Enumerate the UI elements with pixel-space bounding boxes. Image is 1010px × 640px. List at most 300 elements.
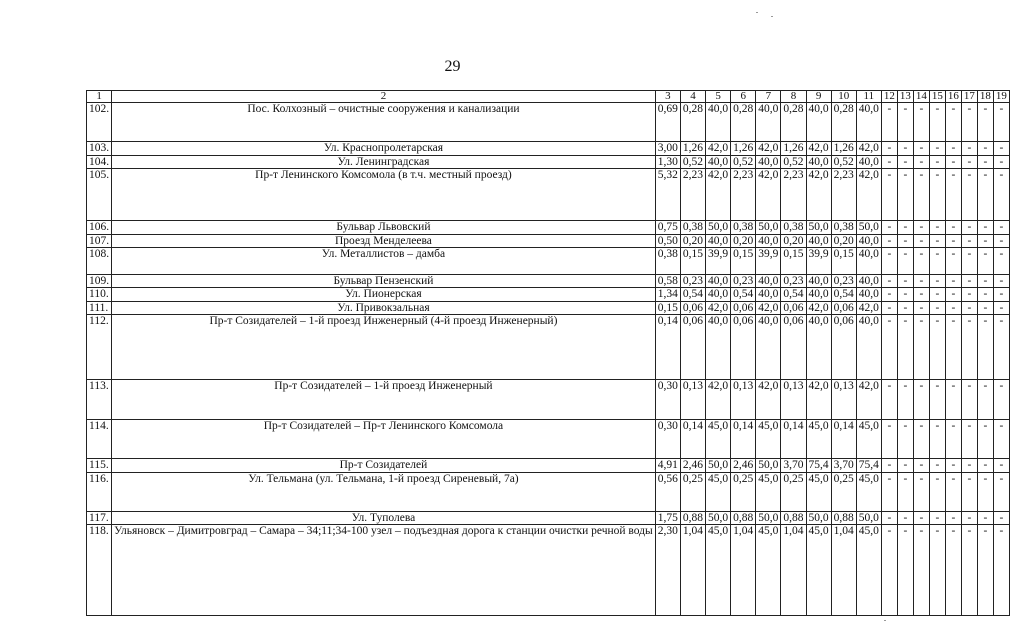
value-cell: 0,52 — [680, 155, 705, 169]
value-cell: 0,28 — [781, 103, 806, 142]
value-cell: 0,15 — [655, 301, 680, 315]
empty-cell: - — [977, 419, 993, 458]
empty-cell: - — [977, 142, 993, 156]
road-name: Пр-т Созидателей – 1-й проезд Инженерный (4-й проезд Инженерный) — [112, 315, 656, 380]
table-row — [87, 103, 1010, 142]
empty-cell: - — [913, 234, 929, 248]
empty-cell: - — [961, 525, 977, 616]
value-cell: 1,26 — [680, 142, 705, 156]
road-name: Бульвар Львовский — [112, 221, 656, 235]
value-cell: 0,69 — [655, 103, 680, 142]
value-cell: 40,0 — [756, 288, 781, 302]
value-cell: 40,0 — [706, 315, 731, 380]
value-cell: 4,91 — [655, 459, 680, 473]
table-row — [87, 288, 1010, 302]
value-cell: 0,23 — [680, 274, 705, 288]
value-cell: 45,0 — [706, 419, 731, 458]
empty-cell: - — [961, 315, 977, 380]
empty-cell: - — [881, 459, 897, 473]
empty-cell: - — [929, 234, 945, 248]
road-name: Ул. Тельмана (ул. Тельмана, 1-й проезд Сиреневый, 7а) — [112, 472, 656, 511]
value-cell: 42,0 — [806, 380, 831, 419]
value-cell: 45,0 — [856, 472, 881, 511]
empty-cell: - — [913, 511, 929, 525]
value-cell: 0,15 — [831, 248, 856, 274]
value-cell: 0,20 — [831, 234, 856, 248]
value-cell: 0,20 — [680, 234, 705, 248]
empty-cell: - — [977, 525, 993, 616]
value-cell: 1,30 — [655, 155, 680, 169]
empty-cell: - — [961, 511, 977, 525]
empty-cell: - — [881, 155, 897, 169]
empty-cell: - — [897, 155, 913, 169]
empty-cell: - — [881, 511, 897, 525]
header-cell: 18 — [977, 91, 993, 103]
empty-cell: - — [897, 472, 913, 511]
value-cell: 0,20 — [731, 234, 756, 248]
value-cell: 0,06 — [781, 315, 806, 380]
value-cell: 0,30 — [655, 380, 680, 419]
value-cell: 0,54 — [781, 288, 806, 302]
value-cell: 40,0 — [706, 234, 731, 248]
value-cell: 40,0 — [856, 234, 881, 248]
header-cell: 16 — [945, 91, 961, 103]
row-number: 108. — [87, 248, 112, 274]
empty-cell: - — [993, 472, 1009, 511]
header-cell: 7 — [756, 91, 781, 103]
value-cell: 3,00 — [655, 142, 680, 156]
empty-cell: - — [993, 142, 1009, 156]
empty-cell: - — [929, 169, 945, 221]
empty-cell: - — [945, 380, 961, 419]
road-name: Проезд Менделеева — [112, 234, 656, 248]
row-number: 112. — [87, 315, 112, 380]
header-cell: 6 — [731, 91, 756, 103]
empty-cell: - — [881, 221, 897, 235]
value-cell: 0,75 — [655, 221, 680, 235]
empty-cell: - — [929, 248, 945, 274]
empty-cell: - — [977, 459, 993, 473]
value-cell: 0,14 — [831, 419, 856, 458]
empty-cell: - — [993, 248, 1009, 274]
value-cell: 0,06 — [831, 315, 856, 380]
value-cell: 42,0 — [806, 142, 831, 156]
value-cell: 45,0 — [756, 419, 781, 458]
empty-cell: - — [993, 234, 1009, 248]
table-row — [87, 301, 1010, 315]
empty-cell: - — [897, 274, 913, 288]
empty-cell: - — [977, 380, 993, 419]
empty-cell: - — [913, 221, 929, 235]
empty-cell: - — [881, 380, 897, 419]
value-cell: 40,0 — [856, 274, 881, 288]
empty-cell: - — [913, 419, 929, 458]
value-cell: 45,0 — [856, 419, 881, 458]
value-cell: 40,0 — [856, 248, 881, 274]
table-row — [87, 419, 1010, 458]
empty-cell: - — [945, 142, 961, 156]
header-cell: 13 — [897, 91, 913, 103]
empty-cell: - — [897, 315, 913, 380]
value-cell: 1,04 — [781, 525, 806, 616]
header-cell: 10 — [831, 91, 856, 103]
empty-cell: - — [881, 169, 897, 221]
value-cell: 39,9 — [756, 248, 781, 274]
empty-cell: - — [913, 169, 929, 221]
value-cell: 42,0 — [756, 142, 781, 156]
value-cell: 42,0 — [756, 380, 781, 419]
value-cell: 40,0 — [756, 234, 781, 248]
value-cell: 0,54 — [831, 288, 856, 302]
empty-cell: - — [897, 142, 913, 156]
row-number: 118. — [87, 525, 112, 616]
value-cell: 2,23 — [680, 169, 705, 221]
value-cell: 40,0 — [706, 155, 731, 169]
empty-cell: - — [913, 459, 929, 473]
empty-cell: - — [897, 459, 913, 473]
road-name: Ульяновск – Димитровград – Самара – 34;11;34-100 узел – подъездная дорога к станции очистки речной воды — [112, 525, 656, 616]
empty-cell: - — [897, 234, 913, 248]
value-cell: 0,88 — [731, 511, 756, 525]
header-cell: 14 — [913, 91, 929, 103]
empty-cell: - — [881, 103, 897, 142]
road-name: Ул. Ленинградская — [112, 155, 656, 169]
empty-cell: - — [977, 234, 993, 248]
empty-cell: - — [977, 169, 993, 221]
value-cell: 0,38 — [831, 221, 856, 235]
row-number: 106. — [87, 221, 112, 235]
table-row — [87, 315, 1010, 380]
value-cell: 42,0 — [856, 142, 881, 156]
empty-cell: - — [945, 459, 961, 473]
row-number: 116. — [87, 472, 112, 511]
value-cell: 1,04 — [831, 525, 856, 616]
value-cell: 40,0 — [806, 288, 831, 302]
empty-cell: - — [945, 315, 961, 380]
value-cell: 0,54 — [680, 288, 705, 302]
value-cell: 39,9 — [806, 248, 831, 274]
value-cell: 0,14 — [680, 419, 705, 458]
empty-cell: - — [993, 221, 1009, 235]
row-number: 102. — [87, 103, 112, 142]
empty-cell: - — [977, 103, 993, 142]
empty-cell: - — [977, 472, 993, 511]
value-cell: 0,58 — [655, 274, 680, 288]
value-cell: 45,0 — [806, 419, 831, 458]
value-cell: 1,26 — [831, 142, 856, 156]
value-cell: 50,0 — [856, 221, 881, 235]
empty-cell: - — [897, 511, 913, 525]
empty-cell: - — [897, 380, 913, 419]
value-cell: 0,54 — [731, 288, 756, 302]
road-name: Пр-т Созидателей – Пр-т Ленинского Комсомола — [112, 419, 656, 458]
table-row — [87, 274, 1010, 288]
empty-cell: - — [993, 459, 1009, 473]
empty-cell: - — [929, 511, 945, 525]
value-cell: 45,0 — [856, 525, 881, 616]
value-cell: 40,0 — [856, 103, 881, 142]
value-cell: 0,88 — [680, 511, 705, 525]
empty-cell: - — [897, 248, 913, 274]
value-cell: 42,0 — [706, 301, 731, 315]
value-cell: 75,4 — [856, 459, 881, 473]
empty-cell: - — [977, 155, 993, 169]
value-cell: 1,26 — [781, 142, 806, 156]
header-cell: 3 — [655, 91, 680, 103]
empty-cell: - — [993, 155, 1009, 169]
empty-cell: - — [913, 248, 929, 274]
empty-cell: - — [945, 234, 961, 248]
empty-cell: - — [929, 221, 945, 235]
empty-cell: - — [913, 301, 929, 315]
value-cell: 0,38 — [680, 221, 705, 235]
value-cell: 40,0 — [706, 288, 731, 302]
value-cell: 2,30 — [655, 525, 680, 616]
value-cell: 0,20 — [781, 234, 806, 248]
value-cell: 40,0 — [856, 315, 881, 380]
road-name: Ул. Туполева — [112, 511, 656, 525]
value-cell: 0,88 — [781, 511, 806, 525]
empty-cell: - — [977, 221, 993, 235]
row-number: 113. — [87, 380, 112, 419]
row-number: 114. — [87, 419, 112, 458]
value-cell: 2,23 — [781, 169, 806, 221]
road-name: Бульвар Пензенский — [112, 274, 656, 288]
empty-cell: - — [961, 103, 977, 142]
empty-cell: - — [993, 301, 1009, 315]
value-cell: 50,0 — [806, 221, 831, 235]
value-cell: 50,0 — [706, 459, 731, 473]
empty-cell: - — [945, 525, 961, 616]
value-cell: 0,38 — [781, 221, 806, 235]
value-cell: 0,06 — [680, 301, 705, 315]
value-cell: 0,13 — [680, 380, 705, 419]
value-cell: 42,0 — [856, 301, 881, 315]
table-row — [87, 248, 1010, 274]
row-number: 115. — [87, 459, 112, 473]
empty-cell: - — [945, 288, 961, 302]
empty-cell: - — [945, 248, 961, 274]
empty-cell: - — [961, 288, 977, 302]
value-cell: 0,23 — [731, 274, 756, 288]
value-cell: 0,06 — [731, 315, 756, 380]
road-name: Ул. Пионерская — [112, 288, 656, 302]
empty-cell: - — [881, 274, 897, 288]
empty-cell: - — [961, 274, 977, 288]
empty-cell: - — [945, 169, 961, 221]
empty-cell: - — [961, 234, 977, 248]
value-cell: 40,0 — [806, 274, 831, 288]
table-row — [87, 234, 1010, 248]
value-cell: 40,0 — [756, 155, 781, 169]
road-name: Пр-т Созидателей — [112, 459, 656, 473]
empty-cell: - — [913, 472, 929, 511]
value-cell: 0,38 — [655, 248, 680, 274]
row-number: 111. — [87, 301, 112, 315]
value-cell: 0,52 — [831, 155, 856, 169]
header-cell: 9 — [806, 91, 831, 103]
header-row — [87, 91, 1010, 103]
row-number: 104. — [87, 155, 112, 169]
empty-cell: - — [881, 315, 897, 380]
value-cell: 42,0 — [856, 380, 881, 419]
empty-cell: - — [993, 419, 1009, 458]
value-cell: 0,25 — [731, 472, 756, 511]
value-cell: 0,14 — [781, 419, 806, 458]
row-number: 117. — [87, 511, 112, 525]
value-cell: 1,26 — [731, 142, 756, 156]
empty-cell: - — [961, 380, 977, 419]
empty-cell: - — [929, 288, 945, 302]
value-cell: 0,06 — [781, 301, 806, 315]
empty-cell: - — [913, 525, 929, 616]
value-cell: 1,75 — [655, 511, 680, 525]
table-row — [87, 459, 1010, 473]
value-cell: 0,15 — [680, 248, 705, 274]
value-cell: 40,0 — [706, 274, 731, 288]
empty-cell: - — [993, 169, 1009, 221]
empty-cell: - — [929, 472, 945, 511]
header-cell: 4 — [680, 91, 705, 103]
value-cell: 0,06 — [680, 315, 705, 380]
empty-cell: - — [945, 511, 961, 525]
empty-cell: - — [913, 142, 929, 156]
data-table — [86, 90, 1010, 616]
empty-cell: - — [993, 103, 1009, 142]
empty-cell: - — [929, 155, 945, 169]
page-number: 29 — [444, 58, 461, 75]
empty-cell: - — [977, 315, 993, 380]
header-cell: 15 — [929, 91, 945, 103]
header-cell: 8 — [781, 91, 806, 103]
value-cell: 40,0 — [706, 103, 731, 142]
empty-cell: - — [945, 103, 961, 142]
road-name: Ул. Привокзальная — [112, 301, 656, 315]
header-cell: 12 — [881, 91, 897, 103]
value-cell: 50,0 — [806, 511, 831, 525]
row-number: 103. — [87, 142, 112, 156]
value-cell: 0,25 — [781, 472, 806, 511]
value-cell: 0,28 — [680, 103, 705, 142]
value-cell: 50,0 — [756, 459, 781, 473]
empty-cell: - — [881, 142, 897, 156]
value-cell: 40,0 — [806, 155, 831, 169]
empty-cell: - — [897, 221, 913, 235]
value-cell: 0,23 — [831, 274, 856, 288]
value-cell: 50,0 — [856, 511, 881, 525]
value-cell: 0,14 — [731, 419, 756, 458]
empty-cell: - — [961, 472, 977, 511]
empty-cell: - — [881, 248, 897, 274]
value-cell: 0,15 — [731, 248, 756, 274]
empty-cell: - — [881, 288, 897, 302]
value-cell: 42,0 — [706, 142, 731, 156]
empty-cell: - — [897, 288, 913, 302]
header-cell: 11 — [856, 91, 881, 103]
empty-cell: - — [961, 419, 977, 458]
value-cell: 1,34 — [655, 288, 680, 302]
value-cell: 45,0 — [756, 525, 781, 616]
value-cell: 40,0 — [756, 274, 781, 288]
row-number: 105. — [87, 169, 112, 221]
empty-cell: - — [977, 301, 993, 315]
empty-cell: - — [945, 221, 961, 235]
value-cell: 2,23 — [831, 169, 856, 221]
table-row — [87, 472, 1010, 511]
table-row — [87, 221, 1010, 235]
empty-cell: - — [913, 380, 929, 419]
empty-cell: - — [881, 472, 897, 511]
value-cell: 40,0 — [806, 315, 831, 380]
empty-cell: - — [945, 472, 961, 511]
empty-cell: - — [881, 234, 897, 248]
value-cell: 0,06 — [831, 301, 856, 315]
empty-cell: - — [977, 248, 993, 274]
table-row — [87, 155, 1010, 169]
value-cell: 40,0 — [756, 315, 781, 380]
header-cell: 5 — [706, 91, 731, 103]
value-cell: 39,9 — [706, 248, 731, 274]
row-number: 107. — [87, 234, 112, 248]
row-number: 110. — [87, 288, 112, 302]
empty-cell: - — [929, 301, 945, 315]
table-row — [87, 511, 1010, 525]
table-row — [87, 525, 1010, 616]
value-cell: 0,50 — [655, 234, 680, 248]
empty-cell: - — [993, 315, 1009, 380]
empty-cell: - — [993, 380, 1009, 419]
value-cell: 0,30 — [655, 419, 680, 458]
row-number: 109. — [87, 274, 112, 288]
value-cell: 0,28 — [831, 103, 856, 142]
value-cell: 50,0 — [756, 511, 781, 525]
empty-cell: - — [881, 525, 897, 616]
value-cell: 0,13 — [731, 380, 756, 419]
value-cell: 0,52 — [731, 155, 756, 169]
value-cell: 3,70 — [831, 459, 856, 473]
value-cell: 50,0 — [756, 221, 781, 235]
empty-cell: - — [993, 525, 1009, 616]
value-cell: 0,15 — [781, 248, 806, 274]
value-cell: 40,0 — [806, 103, 831, 142]
value-cell: 5,32 — [655, 169, 680, 221]
empty-cell: - — [977, 288, 993, 302]
empty-cell: - — [897, 169, 913, 221]
value-cell: 45,0 — [806, 525, 831, 616]
empty-cell: - — [961, 221, 977, 235]
empty-cell: - — [961, 248, 977, 274]
value-cell: 1,04 — [731, 525, 756, 616]
value-cell: 40,0 — [856, 155, 881, 169]
value-cell: 0,25 — [680, 472, 705, 511]
value-cell: 2,46 — [731, 459, 756, 473]
value-cell: 0,52 — [781, 155, 806, 169]
value-cell: 42,0 — [806, 169, 831, 221]
empty-cell: - — [913, 288, 929, 302]
empty-cell: - — [993, 288, 1009, 302]
header-cell: 1 — [87, 91, 112, 103]
empty-cell: - — [881, 419, 897, 458]
value-cell: 0,13 — [781, 380, 806, 419]
value-cell: 40,0 — [806, 234, 831, 248]
empty-cell: - — [961, 459, 977, 473]
empty-cell: - — [897, 301, 913, 315]
empty-cell: - — [929, 525, 945, 616]
value-cell: 0,28 — [731, 103, 756, 142]
table-row — [87, 142, 1010, 156]
empty-cell: - — [961, 142, 977, 156]
road-name: Пос. Колхозный – очистные сооружения и канализации — [112, 103, 656, 142]
